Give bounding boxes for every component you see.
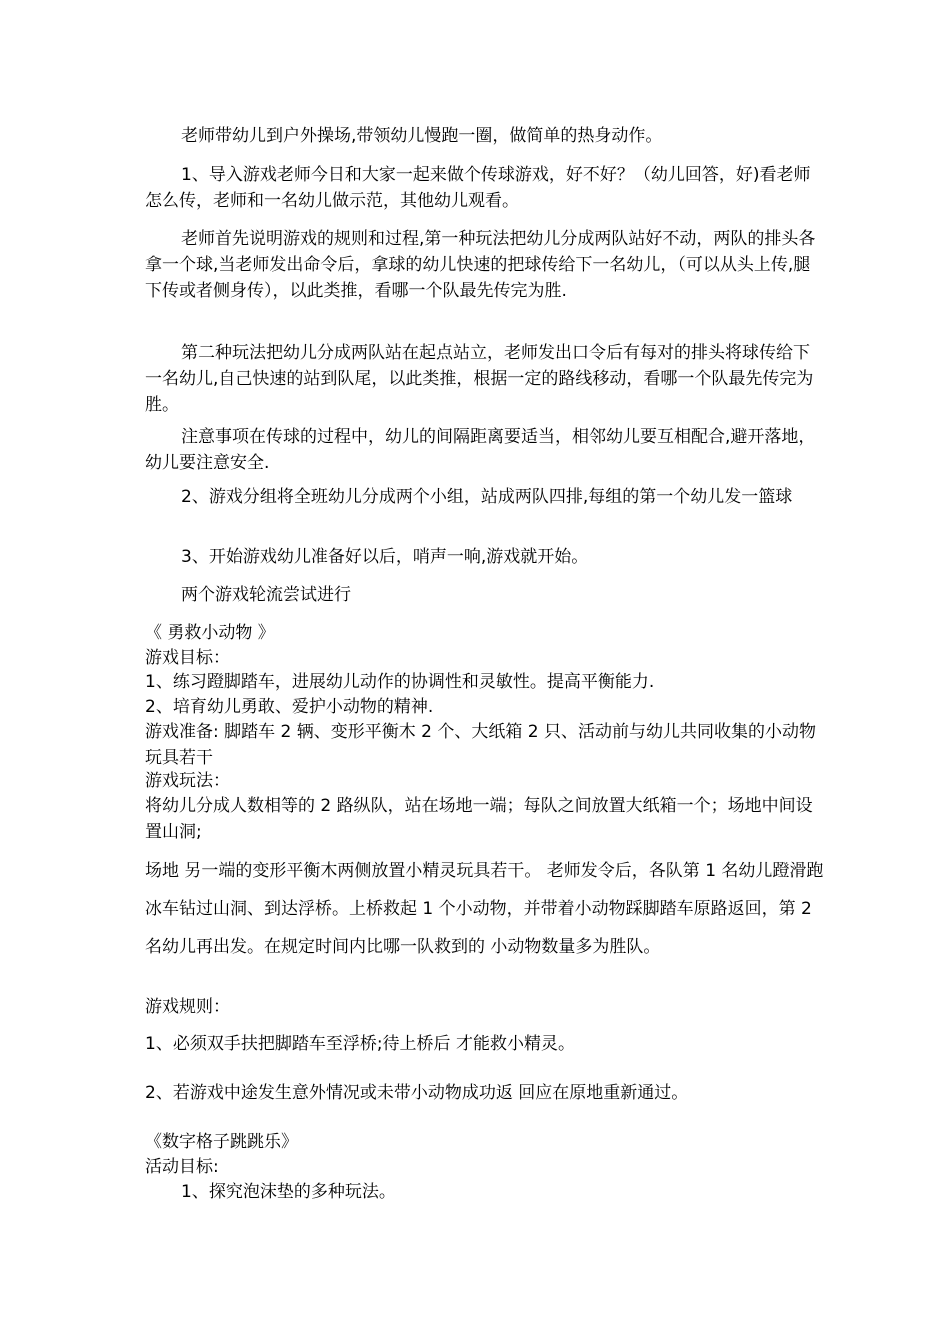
paragraph-intro-game: 1、导入游戏老师今日和大家一起来做个传球游戏，好不好？（幼儿回答，好)看老师怎么传，老师和一名幼儿做示范，其他幼儿观看。 xyxy=(145,165,811,211)
paragraph-alternate: 两个游戏轮流尝试进行 xyxy=(181,585,351,605)
paragraph-notes: 注意事项在传球的过程中，幼儿的间隔距离要适当，相邻幼儿要互相配合,避开落地，幼儿要注意安全. xyxy=(145,427,816,473)
paragraph-method2: 第二种玩法把幼儿分成两队站在起点站立，老师发出口令后有每对的排头将球传给下一名幼儿,自己快速的站到队尾，以此类推，根据一定的路线移动，看哪一个队最先传完为胜。 xyxy=(145,343,814,415)
paragraph-gameplay-1: 将幼儿分成人数相等的 2 路纵队，站在场地一端；每队之间放置大纸箱一个；场地中间设置山洞; xyxy=(145,796,813,842)
heading-game-goals: 游戏目标： xyxy=(145,648,230,668)
paragraph-warmup: 老师带幼儿到户外操场,带领幼儿慢跑一圈，做简单的热身动作。 xyxy=(181,126,663,146)
heading-game-rules: 游戏规则： xyxy=(145,997,230,1017)
activity-goal-item-1: 1、探究泡沫垫的多种玩法。 xyxy=(181,1182,396,1202)
heading-activity-goals: 活动目标: xyxy=(145,1157,219,1177)
paragraph-grouping: 2、游戏分组将全班幼儿分成两个小组，站成两队四排,每组的第一个幼儿发一篮球 xyxy=(181,487,793,507)
section-title-number-grid: 《数字格子跳跳乐》 xyxy=(145,1132,298,1152)
rule-item-2: 2、若游戏中途发生意外情况或未带小动物成功返 回应在原地重新通过。 xyxy=(145,1083,689,1103)
section-title-rescue-animals: 《 勇救小动物 》 xyxy=(145,623,275,643)
goal-item-2: 2、培育幼儿勇敢、爱护小动物的精神. xyxy=(145,697,434,717)
paragraph-start-game: 3、开始游戏幼儿准备好以后，哨声一响,游戏就开始。 xyxy=(181,547,589,567)
paragraph-gameplay-2: 场地 另一端的变形平衡木两侧放置小精灵玩具若干。 老师发令后，各队第 1 名幼儿蹬滑跑冰车钻过山洞、到达浮桥。上桥救起 1 个小动物，并带着小动物踩脚踏车原路返回，第 2 名幼儿再出发。在规定时间内比哪一队救到的 小动物数量多为胜队。 xyxy=(145,861,824,957)
paragraph-preparation: 游戏准备: 脚踏车 2 辆、变形平衡木 2 个、大纸箱 2 只、活动前与幼儿共同收集的小动物玩具若干 xyxy=(145,722,817,768)
rule-item-1: 1、必须双手扶把脚踏车至浮桥;待上桥后 才能救小精灵。 xyxy=(145,1034,575,1054)
paragraph-rules-method1: 老师首先说明游戏的规则和过程,第一种玩法把幼儿分成两队站好不动，两队的排头各拿一个球,当老师发出命令后，拿球的幼儿快速的把球传给下一名幼儿，（可以从头上传,腿下传或者侧身传），以此类推，看哪一个队最先传完为胜. xyxy=(145,229,816,301)
heading-gameplay: 游戏玩法： xyxy=(145,771,230,791)
goal-item-1: 1、练习蹬脚踏车，进展幼儿动作的协调性和灵敏性。提高平衡能力. xyxy=(145,672,655,692)
